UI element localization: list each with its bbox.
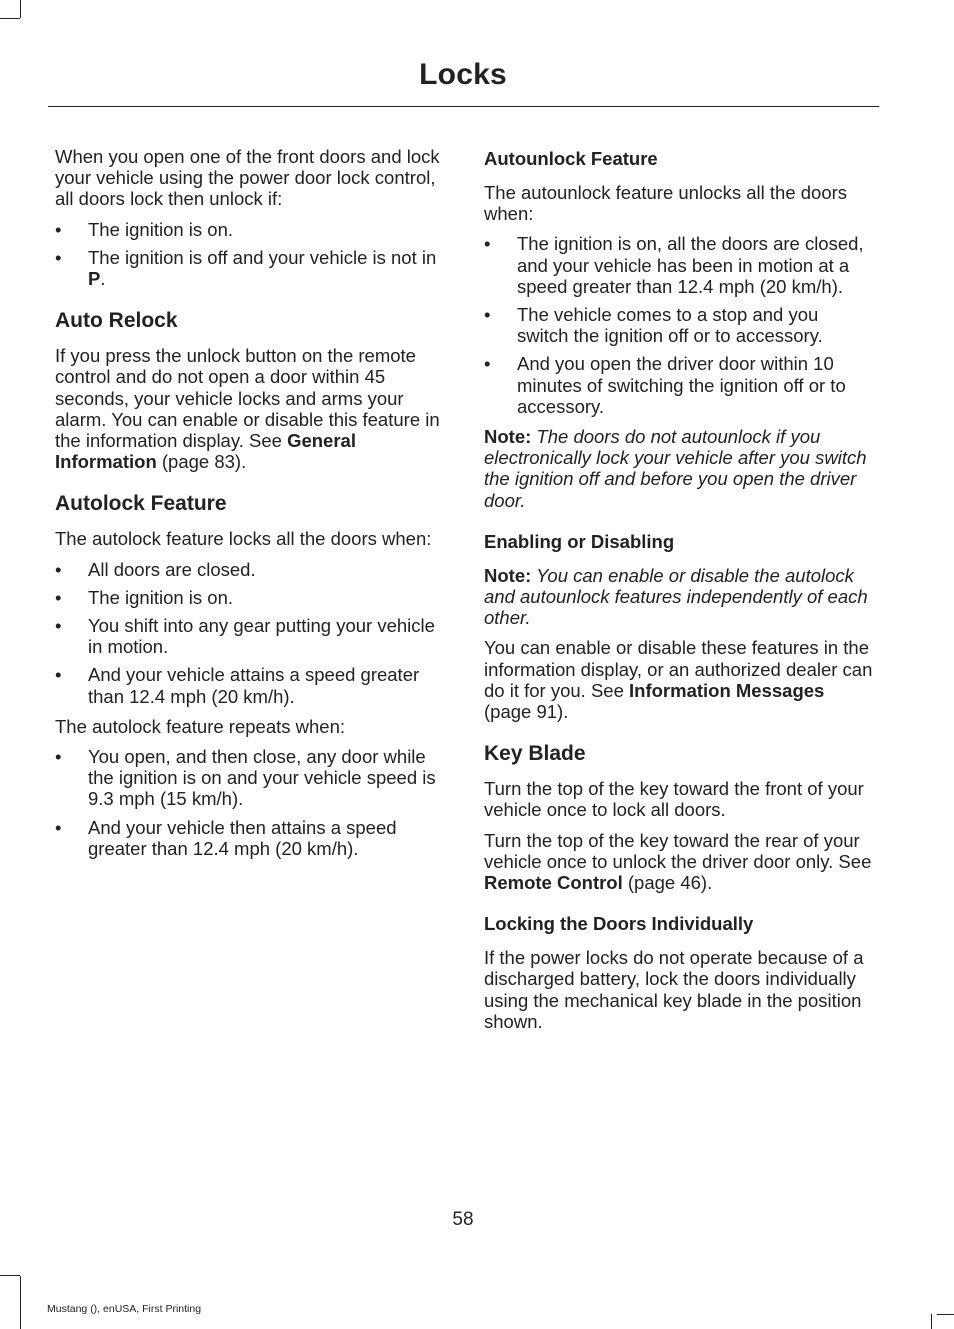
heading-autolock-feature: Autolock Feature	[55, 492, 227, 516]
list-item: • The ignition is on, all the doors are closed, and your vehicle has been in motion at a speed greater than 12.4 mph (20 km/h).	[484, 233, 864, 297]
bullet: •	[55, 218, 62, 240]
gear-p: P	[88, 268, 101, 290]
footer-text: Mustang (), enUSA, First Printing	[47, 1303, 202, 1315]
bullet: •	[55, 746, 62, 768]
crop-mark-bottom-right-v1	[931, 1314, 932, 1329]
title-rule	[48, 106, 879, 107]
intro-bullet-list	[55, 219, 445, 290]
list-item: • You open, and then close, any door while the ignition is on and your vehicle speed is 9.3 mph (15 km/h).	[55, 746, 436, 810]
crop-mark-bottom-left-v	[20, 1276, 21, 1329]
list-item: • You shift into any gear putting your vehicle in motion.	[55, 615, 435, 658]
list-item: • All doors are closed.	[55, 558, 256, 580]
heading-locking-doors-individually: Locking the Doors Individually	[484, 913, 754, 935]
link-general-information[interactable]: General Information	[55, 430, 356, 473]
list-item: • The ignition is on.	[55, 218, 234, 240]
link-information-messages[interactable]: Information Messages	[629, 679, 825, 701]
bullet: •	[55, 615, 62, 637]
heading-autounlock-feature: Autounlock Feature	[484, 148, 658, 169]
page-number: 58	[452, 1209, 474, 1230]
bullet: •	[55, 664, 62, 686]
list-item: • The ignition is off and your vehicle is not in P.	[55, 246, 437, 290]
page-title: Locks	[419, 58, 507, 91]
autounlock-note: Note: The doors do not autounlock if you electronically lock your vehicle after you switch the ignition off and before you open the driver door.	[484, 426, 867, 511]
bullet: •	[484, 353, 491, 375]
list-item: • The vehicle comes to a stop and you switch the ignition off or to accessory.	[484, 304, 823, 347]
bullet: •	[484, 233, 491, 255]
heading-auto-relock: Auto Relock	[55, 309, 178, 333]
autolock-repeat-bullet-list	[55, 746, 445, 859]
bullet: •	[55, 558, 62, 580]
bullet: •	[55, 816, 62, 838]
crop-mark-top-left-h	[0, 18, 20, 19]
crop-mark-top-left-v	[20, 0, 21, 18]
enabling-paragraph: You can enable or disable these features in the information display, or an authorized dealer can do it for you. See Information Messages (page 91).	[484, 637, 873, 723]
enabling-note: Note: You can enable or disable the autolock and autounlock features independently of each other.	[484, 564, 868, 629]
bullet: •	[55, 586, 62, 608]
autolock-intro: The autolock feature locks all the doors when:	[55, 528, 432, 550]
link-remote-control[interactable]: Remote Control	[484, 872, 623, 894]
key-blade-paragraph-2: Turn the top of the key toward the rear of your vehicle once to unlock the driver door only. See Remote Control (page 46).	[484, 829, 872, 894]
right-column	[484, 146, 874, 1041]
list-item: • And your vehicle attains a speed greater than 12.4 mph (20 km/h).	[55, 664, 420, 707]
bullet: •	[55, 246, 62, 268]
bullet: •	[484, 304, 491, 326]
autounlock-intro: The autounlock feature unlocks all the doors when:	[484, 182, 848, 225]
intro-paragraph: When you open one of the front doors and lock your vehicle using the power door lock control, all doors lock then unlock if:	[55, 146, 440, 210]
autounlock-bullet-list	[484, 233, 874, 417]
crop-mark-bottom-right-h	[937, 1314, 954, 1315]
list-item: • And you open the driver door within 10 minutes of switching the ignition off or to accessory.	[484, 353, 846, 417]
heading-key-blade: Key Blade	[484, 742, 586, 766]
heading-enabling-or-disabling: Enabling or Disabling	[484, 530, 675, 552]
crop-mark-bottom-left-h	[0, 1275, 20, 1276]
left-column	[55, 146, 445, 868]
autolock-repeat-intro: The autolock feature repeats when:	[55, 715, 346, 737]
note-label: Note:	[484, 564, 532, 586]
autolock-bullet-list	[55, 559, 445, 707]
auto-relock-paragraph: If you press the unlock button on the remote control and do not open a door within 45 seconds, your vehicle locks and arms your alarm. You can enable or disable this feature in the information display. See General Information (page 83).	[55, 345, 440, 473]
locking-paragraph: If the power locks do not operate because of a discharged battery, lock the doors individually using the mechanical key blade in the position shown.	[484, 947, 864, 1032]
list-item: • And your vehicle then attains a speed greater than 12.4 mph (20 km/h).	[55, 816, 397, 859]
key-blade-paragraph-1: Turn the top of the key toward the front of your vehicle once to lock all doors.	[484, 778, 864, 821]
note-label: Note:	[484, 426, 532, 448]
list-item: • The ignition is on.	[55, 586, 234, 608]
